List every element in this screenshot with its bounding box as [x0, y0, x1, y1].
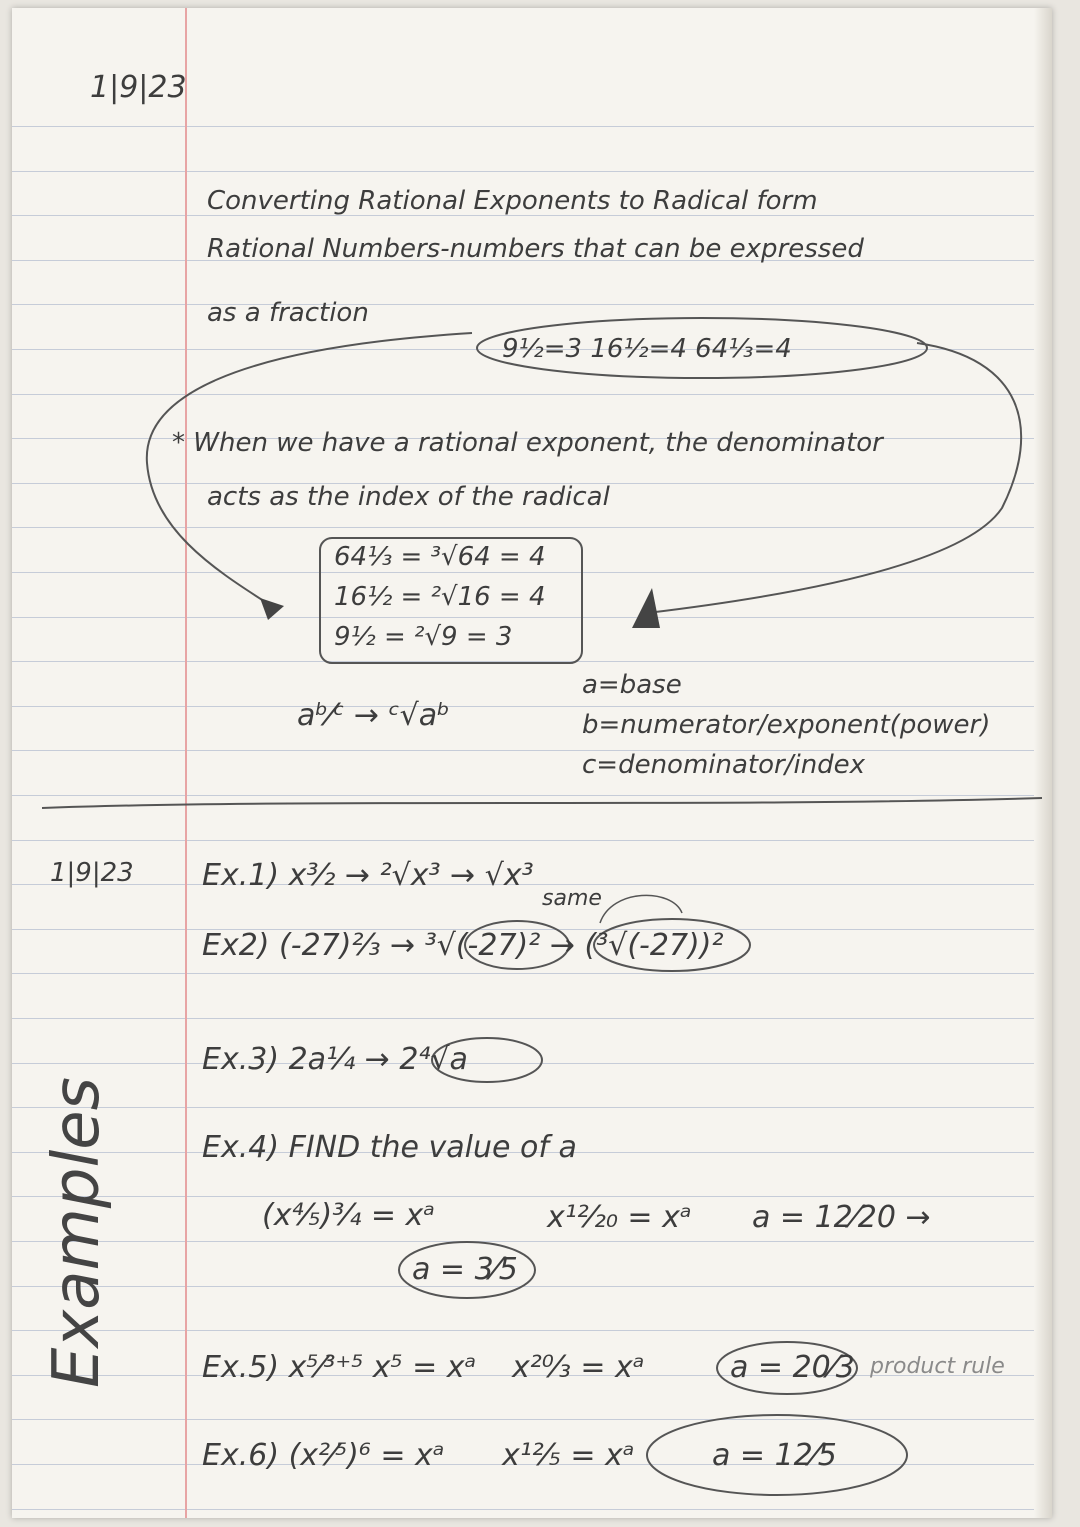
example-6: Ex.6) (x²⁄⁵)⁶ = xᵃ — [202, 1438, 445, 1473]
side-label: Examples — [40, 1077, 114, 1388]
notebook-page — [12, 8, 1052, 1518]
example-5-answer: a = 20⁄3 — [730, 1350, 855, 1385]
example-5-equation-2: x²⁰⁄₃ = xᵃ — [512, 1350, 645, 1385]
loop-right — [647, 343, 1021, 613]
rule-line-1: * When we have a rational exponent, the denominator — [172, 428, 883, 458]
legend-base: a=base — [582, 670, 682, 700]
page-title: Converting Rational Exponents to Radical form — [207, 186, 818, 216]
example-1: Ex.1) x³⁄₂ → ²√x³ → √x³ — [202, 858, 534, 893]
bubble-examples: 9¹⁄₂=3 16¹⁄₂=4 64¹⁄₃=4 — [502, 334, 792, 364]
radical-example-2: 16¹⁄₂ = ²√16 = 4 — [334, 582, 546, 612]
page-date: 1|9|23 — [90, 70, 187, 105]
radical-example-3: 9¹⁄₂ = ²√9 = 3 — [334, 622, 513, 652]
examples-date: 1|9|23 — [50, 858, 134, 888]
arrowhead-left — [260, 598, 284, 620]
example-4-equation-2: x¹²⁄₂₀ = xᵃ — [547, 1200, 692, 1235]
example-4-equation-1: (x⁴⁄₅)³⁄₄ = xᵃ — [262, 1198, 435, 1233]
definition-line-2: as a fraction — [207, 298, 369, 328]
legend-numerator: b=numerator/exponent(power) — [582, 710, 991, 740]
rule-line-2: acts as the index of the radical — [207, 482, 610, 512]
example-6-answer: a = 12⁄5 — [712, 1438, 837, 1473]
section-separator — [42, 798, 1042, 808]
legend-denominator: c=denominator/index — [582, 750, 866, 780]
arrowhead-right — [632, 588, 660, 628]
example-4-equation-3: a = 12⁄20 → — [752, 1200, 931, 1235]
radical-example-1: 64¹⁄₃ = ³√64 = 4 — [334, 542, 546, 572]
example-5: Ex.5) x⁵⁄³⁺⁵ x⁵ = xᵃ — [202, 1350, 477, 1385]
example-4-answer: a = 3⁄5 — [412, 1252, 518, 1287]
same-note: same — [542, 886, 602, 911]
product-rule-note: product rule — [870, 1354, 1005, 1379]
definition-line-1: Rational Numbers-numbers that can be expressed — [207, 234, 864, 264]
example-4: Ex.4) FIND the value of a — [202, 1130, 577, 1165]
general-form: aᵇ⁄ᶜ → ᶜ√aᵇ — [297, 698, 451, 733]
example-2: Ex2) (-27)²⁄₃ → ³√(-27)² → (³√(-27))² — [202, 928, 724, 963]
example-6-equation-2: x¹²⁄₅ = xᵃ — [502, 1438, 635, 1473]
example-3: Ex.3) 2a¹⁄₄ → 2⁴√a — [202, 1042, 468, 1077]
